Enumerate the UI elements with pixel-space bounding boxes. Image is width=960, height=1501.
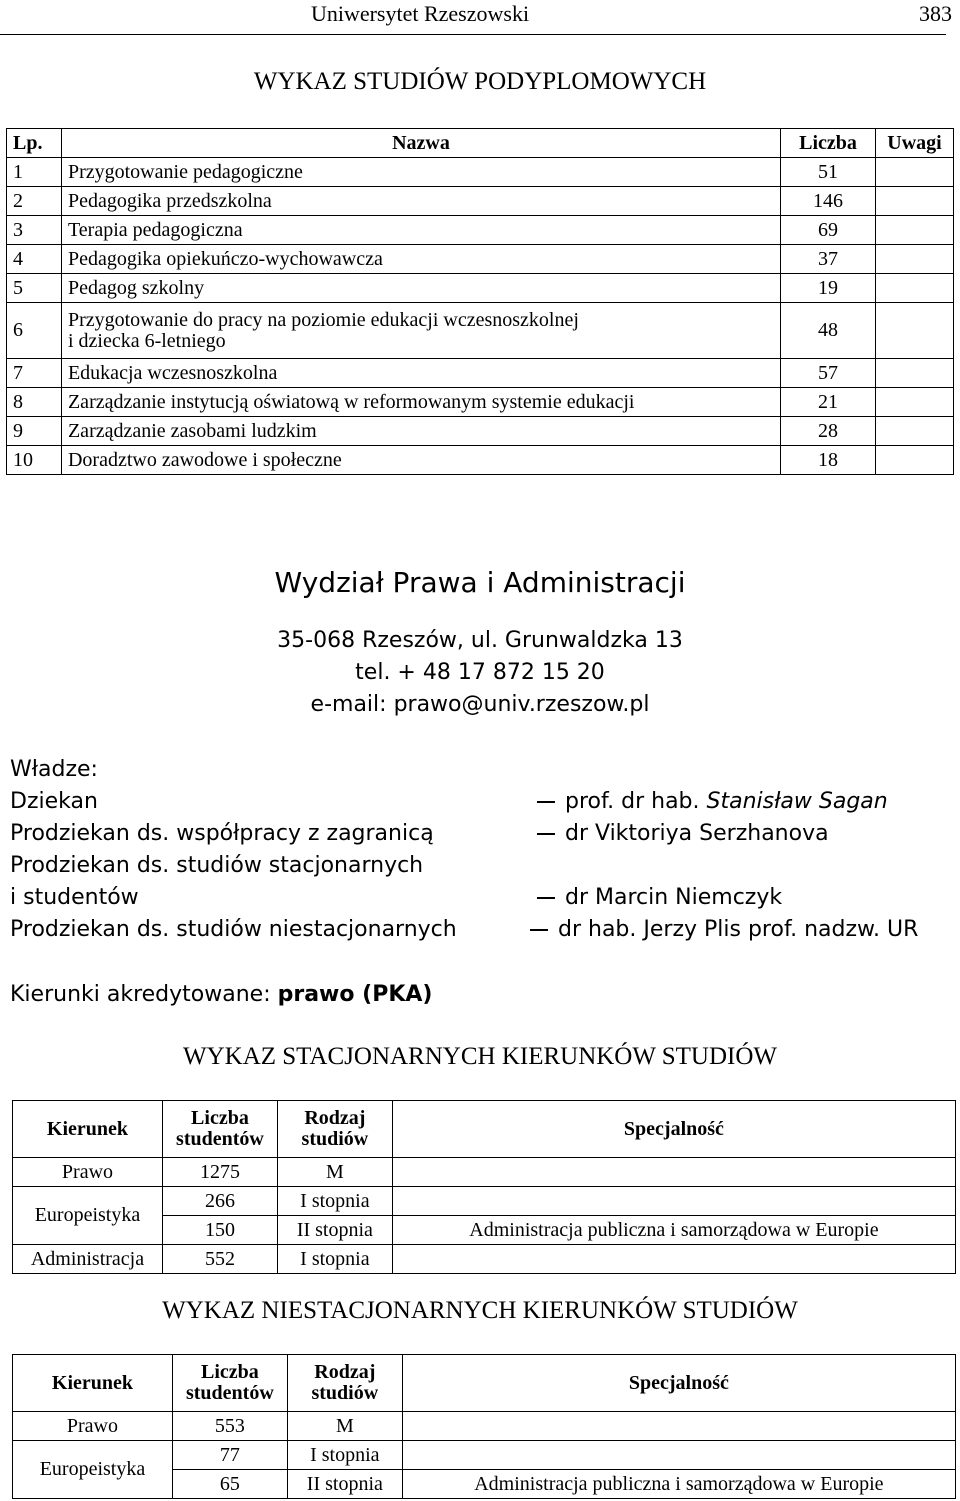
header-university: Uniwersytet Rzeszowski [310,1,530,26]
row-count: 552 [162,1245,277,1274]
row-lp: 10 [7,446,62,475]
col-type-line1: Rodzaj [304,1107,366,1129]
row-count: 150 [162,1216,277,1245]
row-name: Edukacja wczesnoszkolna [61,359,780,388]
row-type: M [287,1412,402,1441]
row-field: Administracja [13,1245,163,1274]
row-count: 21 [781,388,876,417]
vice-dean-1-name [537,821,829,846]
row-count: 18 [781,446,876,475]
row-notes [875,446,953,475]
row-name: Przygotowanie pedagogiczne [61,158,780,187]
row-field: Prawo [13,1158,163,1187]
row-count: 51 [781,158,876,187]
faculty-email: e-mail: prawo@univ.rzeszow.pl [310,692,650,717]
col-count-line2: studentów [185,1382,274,1404]
dean-title: prof. dr hab. [565,789,700,814]
col-field: Kierunek [13,1355,173,1412]
vice-dean-1-name-text: dr Viktoriya Serzhanova [565,821,829,846]
col-type [277,1101,392,1158]
table-row [7,274,954,303]
row-spec [392,1187,955,1216]
col-count [162,1101,277,1158]
parttime-table [12,1354,956,1499]
table-row [7,216,954,245]
row-lp: 4 [7,245,62,274]
row-count: 19 [781,274,876,303]
row-count: 266 [162,1187,277,1216]
accreditation-value: prawo (PKA) [277,982,433,1007]
row-lp: 6 [7,303,62,359]
row-name: Zarządzanie instytucją oświatową w reformowanym systemie edukacji [61,388,780,417]
row-count: 77 [172,1441,287,1470]
table-row [7,303,954,359]
table-row [13,1441,956,1470]
row-spec [402,1441,955,1470]
row-name-line2: i dziecka 6-letniego [67,329,226,352]
vice-dean-1-label: Prodziekan ds. współpracy z zagranicą [10,821,434,846]
row-count: 1275 [162,1158,277,1187]
table-row [7,158,954,187]
row-notes [875,303,953,359]
row-name: Pedagogika przedszkolna [61,187,780,216]
dean-name [537,789,888,814]
table-row [7,388,954,417]
row-notes [875,216,953,245]
vice-dean-3-label: Prodziekan ds. studiów niestacjonarnych [10,917,457,942]
row-name: Zarządzanie zasobami ludzkim [61,417,780,446]
row-lp: 1 [7,158,62,187]
table-row [7,417,954,446]
fulltime-table [12,1100,956,1274]
col-count: Liczba [781,129,876,158]
table-row [13,1412,956,1441]
row-type: II stopnia [277,1216,392,1245]
col-notes: Uwagi [875,129,953,158]
row-name: Terapia pedagogiczna [61,216,780,245]
parttime-title: WYKAZ NIESTACJONARNYCH KIERUNKÓW STUDIÓW [162,1297,798,1324]
col-type-line1: Rodzaj [314,1361,376,1383]
row-name [61,303,780,359]
vice-dean-2-label-line1: Prodziekan ds. studiów stacjonarnych [10,853,424,878]
row-notes [875,417,953,446]
table-row [13,1245,956,1274]
row-count: 57 [781,359,876,388]
vice-dean-3-name [530,917,918,942]
row-notes [875,245,953,274]
fulltime-title: WYKAZ STACJONARNYCH KIERUNKÓW STUDIÓW [182,1043,778,1070]
row-count: 65 [172,1470,287,1499]
table-header-row [13,1101,956,1158]
faculty-name: Wydział Prawa i Administracji [274,566,686,599]
row-type: I stopnia [277,1187,392,1216]
dash [537,801,555,803]
dash [537,897,555,899]
row-spec: Administracja publiczna i samorządowa w Europie [392,1216,955,1245]
row-count: 146 [781,187,876,216]
col-name: Nazwa [61,129,780,158]
page-number: 383 [919,1,952,26]
row-notes [875,187,953,216]
table-row [7,446,954,475]
row-spec [392,1158,955,1187]
row-notes [875,158,953,187]
row-notes [875,359,953,388]
row-count: 48 [781,303,876,359]
vice-dean-2-name [537,885,782,910]
running-header [0,0,952,35]
table-row [13,1187,956,1216]
table-row [7,187,954,216]
col-type-line2: studiów [301,1128,369,1150]
row-lp: 5 [7,274,62,303]
dash [537,833,555,835]
row-count: 37 [781,245,876,274]
faculty-address: 35-068 Rzeszów, ul. Grunwaldzka 13 [277,628,683,653]
table-row [13,1158,956,1187]
row-spec: Administracja publiczna i samorządowa w Europie [402,1470,955,1499]
vice-dean-2-label-line2: i studentów [10,885,139,910]
row-field: Prawo [13,1412,173,1441]
postgrad-title: WYKAZ STUDIÓW PODYPLOMOWYCH [253,68,707,95]
row-count: 28 [781,417,876,446]
accreditation-label: Kierunki akredytowane: [10,982,271,1007]
row-type: II stopnia [287,1470,402,1499]
row-name: Pedagogika opiekuńczo-wychowawcza [61,245,780,274]
col-count-line1: Liczba [191,1107,249,1129]
col-spec: Specjalność [402,1355,955,1412]
row-type: M [277,1158,392,1187]
row-field: Europeistyka [13,1187,163,1245]
col-count-line1: Liczba [201,1361,259,1383]
accreditation [10,982,432,1007]
row-name: Pedagog szkolny [61,274,780,303]
col-field: Kierunek [13,1101,163,1158]
table-row [7,245,954,274]
vice-dean-3-name-text: dr hab. Jerzy Plis prof. nadzw. UR [558,917,919,942]
row-count: 553 [172,1412,287,1441]
row-lp: 3 [7,216,62,245]
col-count [172,1355,287,1412]
dean-label: Dziekan [10,789,98,814]
authorities-title: Władze: [10,757,98,782]
col-lp: Lp. [7,129,62,158]
row-lp: 2 [7,187,62,216]
dean-name-text: Stanisław Sagan [706,789,888,814]
row-notes [875,274,953,303]
row-lp: 9 [7,417,62,446]
col-type-line2: studiów [311,1382,379,1404]
col-count-line2: studentów [176,1128,264,1150]
row-spec [392,1245,955,1274]
table-header-row [13,1355,956,1412]
row-name: Doradztwo zawodowe i społeczne [61,446,780,475]
row-notes [875,388,953,417]
postgrad-table [6,128,954,475]
row-type: I stopnia [287,1441,402,1470]
vice-dean-2-name-text: dr Marcin Niemczyk [565,885,783,910]
row-field: Europeistyka [13,1441,173,1499]
dash [530,929,548,931]
col-spec: Specjalność [392,1101,955,1158]
row-name-line1: Przygotowanie do pracy na poziomie edukacji wczesnoszkolnej [67,308,579,331]
row-lp: 7 [7,359,62,388]
row-type: I stopnia [277,1245,392,1274]
col-type [287,1355,402,1412]
table-row [7,359,954,388]
faculty-phone: tel. + 48 17 872 15 20 [355,660,605,685]
row-count: 69 [781,216,876,245]
table-header-row [7,129,954,158]
row-lp: 8 [7,388,62,417]
row-spec [402,1412,955,1441]
